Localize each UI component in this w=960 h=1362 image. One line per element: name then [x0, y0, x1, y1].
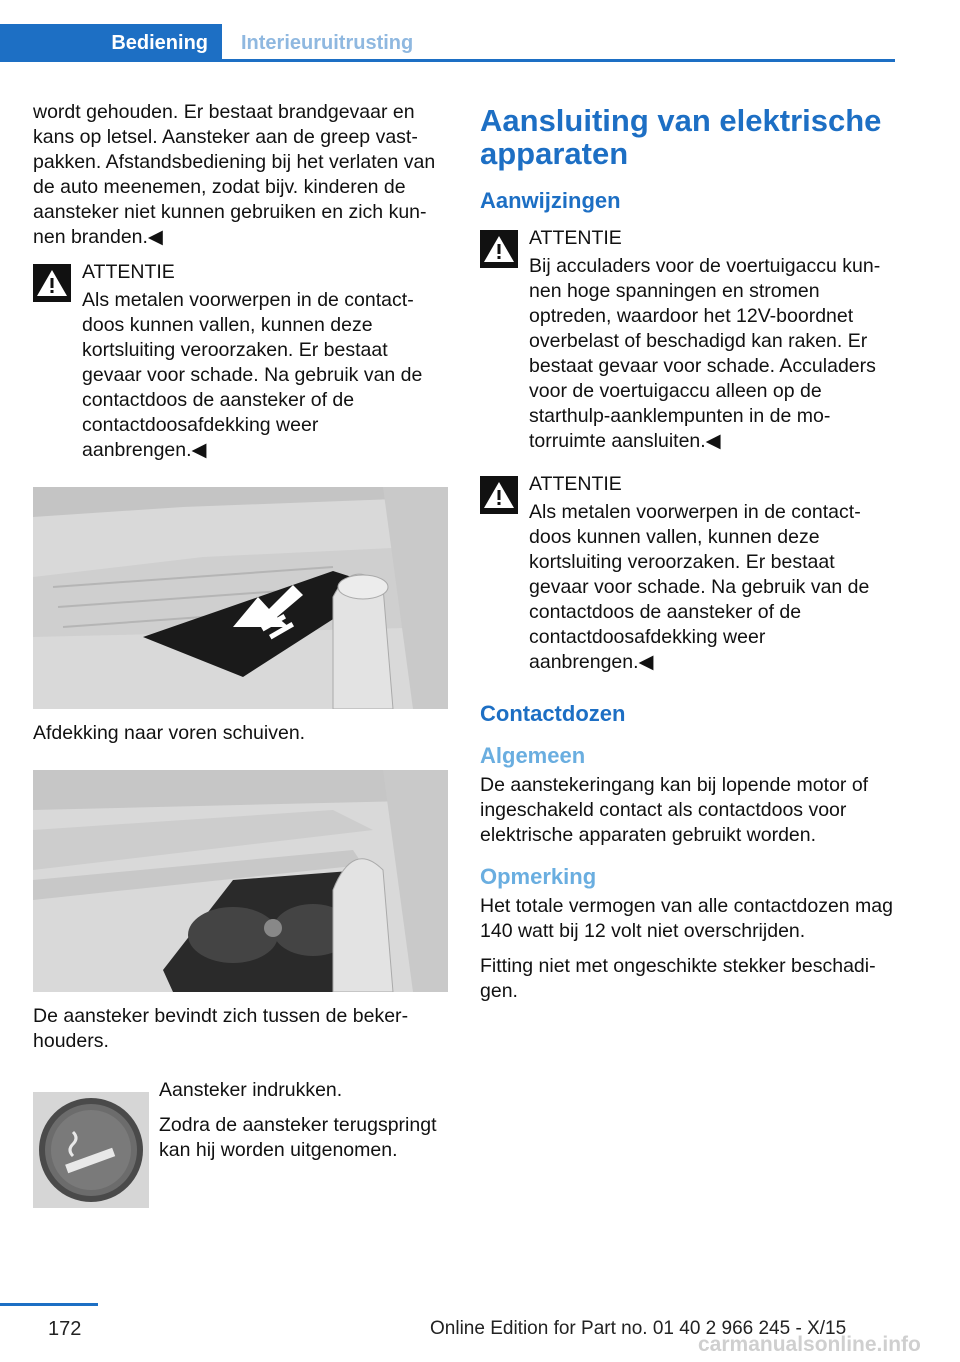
warning-triangle-icon	[33, 264, 71, 302]
watermark: carmanualsonline.info	[698, 1333, 921, 1356]
warning-block-charger	[480, 226, 895, 454]
lighter-block	[33, 1078, 448, 1198]
caption-cover: Afdekking naar voren schuiven.	[33, 722, 306, 744]
cup-holder-photo	[33, 770, 448, 992]
intro-paragraph: wordt gehouden. Er bestaat brandgevaar en kans op letsel. Aansteker aan de greep vastpakken. Afstandsbediening bij het verlaten van de auto meenemen, zodat bijv. kinderen de aansteker niet kunnen gebruiken en zich kunnen branden.◀	[33, 101, 436, 248]
warning-text: Bij acculaders voor de voertuigaccu kunnen hoge spanningen en stromen optreden, waardoor het 12V-boordnet overbelast of beschadigd kan raken. Er bestaat gevaar voor schade. Acculaders voor de voertuigaccu alleen op de starthulp-aanklempunten in de motorruimte aansluiten.◀	[529, 255, 881, 452]
tab-bediening[interactable]: Bediening	[0, 24, 222, 62]
warning-block-left	[33, 260, 448, 463]
section-contactdozen: Contactdozen	[480, 701, 626, 726]
warning-title: ATTENTIE	[82, 261, 175, 283]
chapter-tabbar	[0, 24, 895, 62]
lighter-step-1: Aansteker indrukken.	[159, 1079, 343, 1101]
warning-title: ATTENTIE	[529, 473, 622, 495]
lighter-step-2: Zodra de aansteker terugspringt kan hij worden uitgenomen.	[159, 1114, 437, 1161]
page-number: 172	[48, 1318, 82, 1340]
header-rule	[0, 59, 895, 62]
caption-cupholders: De aansteker bevindt zich tussen de bekerhouders.	[33, 1005, 409, 1052]
section-heading: Aansluiting van elektrische apparaten	[480, 103, 882, 171]
general-text: De aanstekeringang kan bij lopende motor of ingeschakeld contact als contactdoos voor elektrische apparaten gebruikt worden.	[480, 774, 869, 846]
subheading-note: Opmerking	[480, 864, 597, 889]
left-column	[33, 100, 448, 1198]
console-cover-photo	[33, 487, 448, 709]
right-column	[480, 100, 895, 1014]
warning-block-socket	[480, 472, 895, 675]
note-text-1: Het totale vermogen van alle contactdozen mag 140 watt bij 12 volt niet overschrijden.	[480, 895, 893, 942]
warning-triangle-icon	[480, 230, 518, 268]
warning-text: Als metalen voorwerpen in de contactdoos kunnen vallen, kunnen deze kortsluiting veroorzaken. Er bestaat gevaar voor schade. Na gebruik van de contactdoos de aansteker of de contactdoosafdekking weer aanbrengen.◀	[529, 501, 870, 673]
subheading-notes: Aanwijzingen	[480, 188, 621, 213]
warning-title: ATTENTIE	[529, 227, 622, 249]
warning-text: Als metalen voorwerpen in de contactdoos kunnen vallen, kunnen deze kortsluiting veroorzaken. Er bestaat gevaar voor schade. Na gebruik van de contactdoos de aansteker of de contactdoosafdekking weer aanbrengen.◀	[82, 289, 423, 461]
edition-footer: Online Edition for Part no. 01 40 2 966 245 - X/15	[430, 1318, 847, 1339]
tab-interieuruitrusting[interactable]: Interieuruitrusting	[241, 32, 414, 54]
subheading-general: Algemeen	[480, 743, 586, 768]
page-number-rule	[0, 1303, 98, 1306]
note-text-2: Fitting niet met ongeschikte stekker beschadigen.	[480, 955, 876, 1002]
warning-triangle-icon	[480, 476, 518, 514]
lighter-instructions	[159, 1078, 449, 1173]
cigarette-lighter-icon	[33, 1092, 149, 1208]
